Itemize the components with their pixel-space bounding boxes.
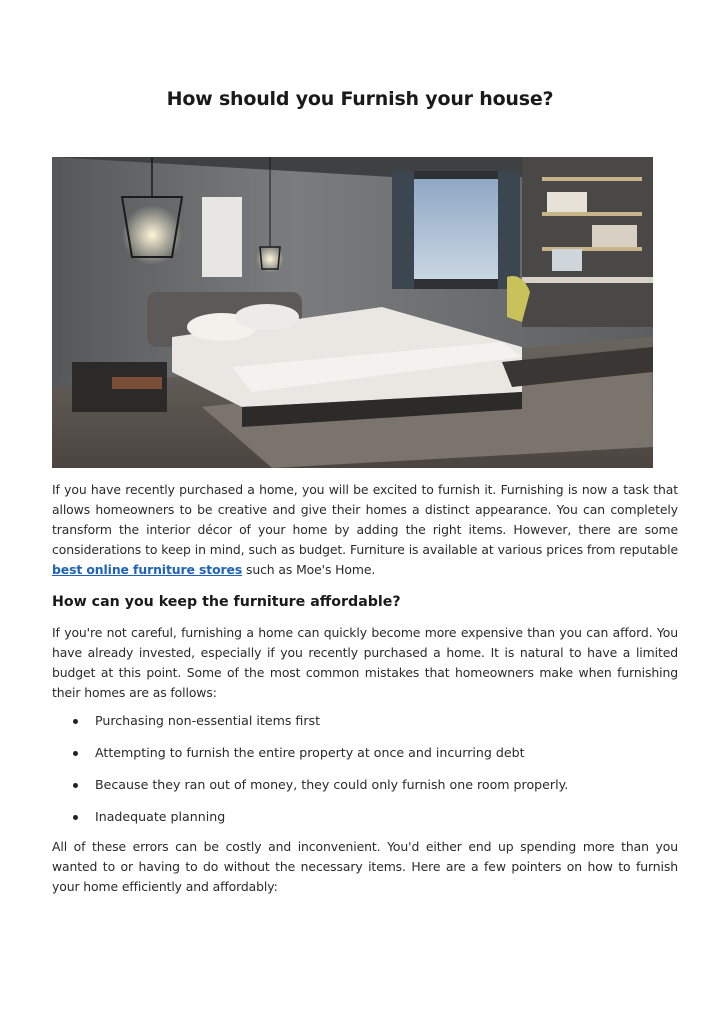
- bullet-icon: [73, 783, 78, 788]
- list-item: [52, 743, 678, 775]
- bullet-icon: [73, 815, 78, 820]
- list-item-text: Purchasing non-essential items first: [95, 713, 321, 728]
- list-item: [52, 711, 678, 743]
- mistakes-list: [52, 711, 678, 839]
- closing-paragraph: All of these errors can be costly and inconvenient. You'd either end up spending more than you wanted to or having to do without the necessary items. Here are a few pointers on how to furnish your home efficiently and affordably:: [52, 839, 678, 894]
- intro-text-before-link: If you have recently purchased a home, you will be excited to furnish it. Furnishing is now a task that allows homeowners to be creative and give their homes a distinct appearance. You can completely transform the interior décor of your home by adding the right items. However, there are some considerations to keep in mind, such as budget. Furniture is available at various prices from reputable: [52, 482, 678, 557]
- page-title: How should you Furnish your house?: [166, 88, 554, 110]
- list-item: [52, 775, 678, 807]
- list-item-text: Because they ran out of money, they could only furnish one room properly.: [95, 777, 569, 792]
- bullet-icon: [73, 751, 78, 756]
- section-paragraph: If you're not careful, furnishing a home can quickly become more expensive than you can afford. You have already invested, especially if you recently purchased a home. It is natural to have a limited budget at this point. Some of the most common mistakes that homeowners make when furnishing their homes are as follows:: [52, 625, 678, 700]
- section-heading: How can you keep the furniture affordable?: [52, 594, 401, 610]
- list-item-text: Attempting to furnish the entire property at once and incurring debt: [95, 745, 525, 760]
- bullet-icon: [73, 719, 78, 724]
- article-body: [52, 480, 678, 897]
- bedroom-photo: [52, 157, 653, 468]
- intro-paragraph: [52, 480, 678, 580]
- furniture-stores-link[interactable]: best online furniture stores: [52, 562, 243, 577]
- list-item-text: Inadequate planning: [95, 809, 226, 824]
- intro-text-after-link: such as Moe's Home.: [242, 562, 376, 577]
- list-item: [52, 807, 678, 839]
